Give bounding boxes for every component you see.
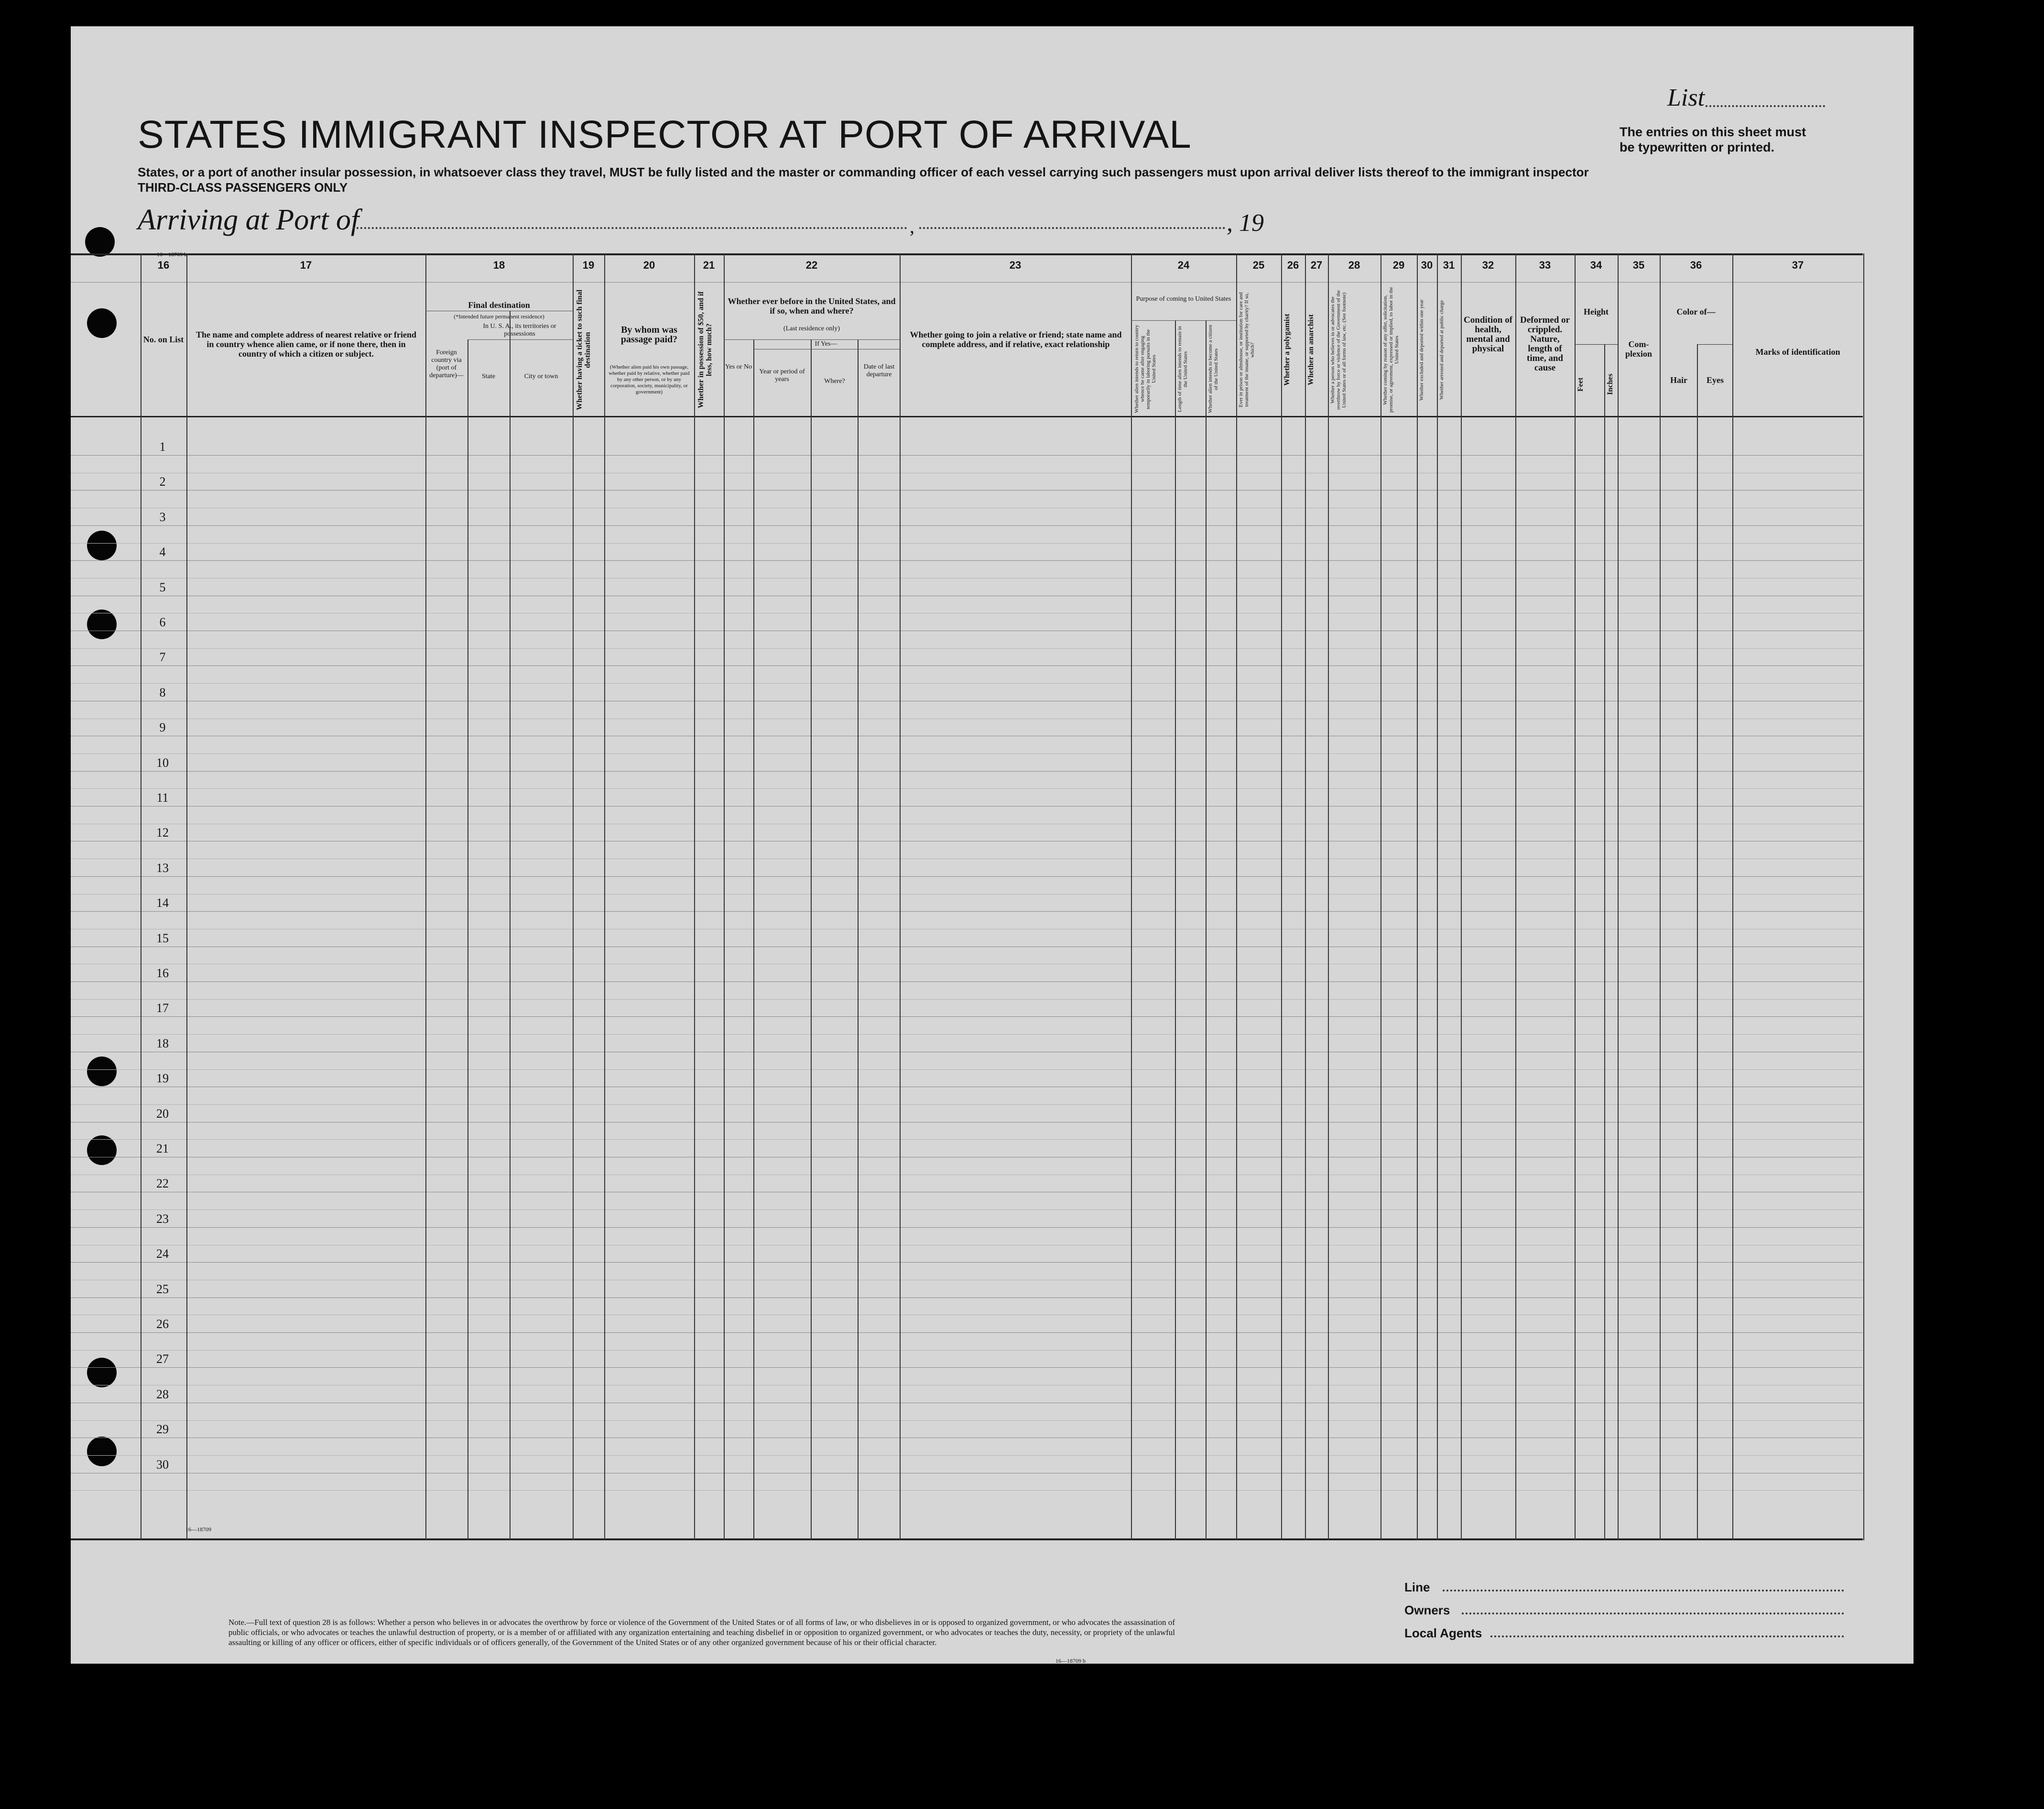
col-36-number: 36 xyxy=(1690,259,1702,271)
col-22-yes-no: Yes or No xyxy=(725,363,752,371)
row-number: 16 xyxy=(156,966,169,980)
form-subtitle: States, or a port of another insular possession, in whatsoever class they travel, MUST be fully listed and the master or commanding officer of each vessel carrying such passengers must upon arrival deliver lists thereof to the immigrant inspector xyxy=(138,165,1589,179)
col-35-header: Com-plexion xyxy=(1625,339,1652,359)
col-21-number: 21 xyxy=(703,259,715,271)
table-row[interactable] xyxy=(71,665,1863,666)
row-number: 22 xyxy=(156,1177,169,1191)
row-number: 23 xyxy=(156,1211,169,1226)
form-title: STATES IMMIGRANT INSPECTOR AT PORT OF ARRIVAL xyxy=(138,113,1192,156)
table-row[interactable] xyxy=(71,1297,1863,1298)
row-number: 12 xyxy=(156,826,169,840)
row-number: 13 xyxy=(156,861,169,875)
row-number: 28 xyxy=(156,1387,169,1401)
row-guideline xyxy=(71,1420,1863,1421)
col-24c-header: Whether alien intends to become a citizen of the United States xyxy=(1207,325,1219,414)
row-number: 21 xyxy=(156,1142,169,1155)
row-number: 24 xyxy=(156,1247,169,1261)
form-code-bottom: 16—18709 xyxy=(185,1526,211,1533)
col-30-header: Whether excluded and deported within one year xyxy=(1419,299,1424,401)
row-guideline xyxy=(71,648,1863,649)
arriving-port-field[interactable] xyxy=(353,227,907,229)
row-guideline xyxy=(71,543,1863,544)
col-23-header: Whether going to join a relative or friend; state name and complete address, and if relative, exact relationship xyxy=(910,330,1122,349)
col-31-header: Whether arrested and deported at public charge xyxy=(1439,300,1445,400)
col-27-header: Whether an anarchist xyxy=(1307,314,1315,386)
row-number: 26 xyxy=(156,1317,169,1331)
col-26-number: 26 xyxy=(1287,259,1299,271)
col-32-number: 32 xyxy=(1482,259,1494,271)
owners-field[interactable] xyxy=(1462,1613,1844,1614)
col-22-year: Year or period of years xyxy=(759,368,805,383)
col-22-header: Whether ever before in the United States, and if so, when and where? xyxy=(728,296,896,316)
owners-label: Owners xyxy=(1404,1603,1450,1617)
col-34-feet: Feet xyxy=(1576,377,1585,392)
col-33-number: 33 xyxy=(1539,259,1551,271)
line-field[interactable] xyxy=(1443,1590,1844,1591)
table-row[interactable] xyxy=(71,771,1863,772)
row-number: 2 xyxy=(159,475,166,489)
col-36-hair: Hair xyxy=(1670,375,1687,385)
list-label: List xyxy=(1667,84,1705,111)
table-row[interactable] xyxy=(71,911,1863,912)
table-row[interactable] xyxy=(71,455,1863,456)
col-30-number: 30 xyxy=(1421,259,1433,271)
year-prefix: , 19 xyxy=(1227,209,1264,237)
column-number-divider xyxy=(71,282,1863,283)
col-18-number: 18 xyxy=(493,259,505,271)
footnote-question-28: Note.—Full text of question 28 is as follows: Whether a person who believes in or advocates the overthrow by force or violence of the Government of the United States or of all forms of law, or who disbelieves in or is opposed to organized government, or who advocates the assassination of public officials, or who advocates or teaches the unlawful destruction of property, or is a member of or affiliated with any organization entertaining and teaching disbelief in or opposition to organized government, or who advocates or teaches the duty, necessity, or propriety of the unlawful assaulting or killing of any officer or officers, either of specific individuals or of officers generally, of the Government of the United States or of any other organized government because of his or their official character. xyxy=(228,1618,1175,1647)
col-32-header: Condition of health, mental and physical xyxy=(1464,315,1512,354)
col-18-header: Final destination xyxy=(468,300,530,310)
arrival-date-field[interactable] xyxy=(919,227,1225,229)
col-29-header: Whether coming by reason of any offer, solicitation, promise, or agreement, expressed or implied, to labor in the United States xyxy=(1382,287,1400,413)
row-number: 25 xyxy=(156,1282,169,1296)
col-22-subheader: (Last residence only) xyxy=(783,325,840,332)
col-18-foreign-header: Foreign country via (port of departure)— xyxy=(429,349,464,379)
col-35-number: 35 xyxy=(1632,259,1645,271)
col-34-header: Height xyxy=(1584,307,1609,316)
row-number: 17 xyxy=(156,1001,169,1015)
header-bottom-border xyxy=(71,416,1863,417)
row-number: 15 xyxy=(156,931,169,945)
table-bottom-border xyxy=(71,1538,1863,1540)
col-25-header: Ever in prison or almshouse, or institution for care and treatment of the insane, or supported by charity? If so, which? xyxy=(1238,292,1255,408)
row-number: 10 xyxy=(156,755,169,770)
table-top-border xyxy=(71,253,1863,255)
col-34-number: 34 xyxy=(1590,259,1602,271)
arriving-port-label: Arriving at Port of xyxy=(138,204,359,236)
row-guideline xyxy=(71,1350,1863,1351)
row-number: 6 xyxy=(159,615,166,629)
col-27-number: 27 xyxy=(1310,259,1323,271)
row-number: 18 xyxy=(156,1036,169,1050)
row-guideline xyxy=(71,999,1863,1000)
col-36-eyes: Eyes xyxy=(1707,375,1724,385)
row-number: 9 xyxy=(159,720,166,735)
col-22-where: Where? xyxy=(824,378,845,385)
table-row[interactable] xyxy=(71,1262,1863,1263)
row-number: 11 xyxy=(156,791,169,805)
col-29-number: 29 xyxy=(1392,259,1405,271)
row-number: 8 xyxy=(159,685,166,699)
row-guideline xyxy=(71,1104,1863,1105)
col-28-number: 28 xyxy=(1348,259,1360,271)
table-row[interactable] xyxy=(71,525,1863,526)
row-number: 7 xyxy=(159,650,166,665)
row-guideline xyxy=(71,1455,1863,1456)
row-number: 5 xyxy=(159,580,166,594)
table-row[interactable] xyxy=(71,1227,1863,1228)
row-number: 20 xyxy=(156,1106,169,1121)
col-24a-header: Whether alien intends to return to country whence he came after engaging temporarily in laboring pursuits in the United States xyxy=(1134,325,1157,414)
col-16-number: 16 xyxy=(157,259,170,271)
col-18-usa-header: In U. S. A., its territories or possessions xyxy=(483,323,556,338)
col-16-header: No. on List xyxy=(143,335,184,344)
col-22-if-yes: If Yes— xyxy=(815,340,837,348)
col-24-number: 24 xyxy=(1177,259,1190,271)
col-28-header: Whether a person who believes in or advocates the overthrow by force or violence of the Government of the United States or of all forms of law, etc. (See footnote) xyxy=(1330,290,1347,410)
col-19-header: Whether having a ticket to such final destination xyxy=(576,289,592,411)
col-20-header: By whom was passage paid? xyxy=(620,325,678,345)
local-agents-label: Local Agents xyxy=(1404,1626,1482,1640)
row-guideline xyxy=(71,1490,1863,1491)
typewritten-instruction: The entries on this sheet must be typewritten or printed. xyxy=(1620,125,1806,154)
row-guideline xyxy=(71,1034,1863,1035)
table-row[interactable] xyxy=(71,876,1863,877)
line-label: Line xyxy=(1404,1580,1430,1594)
col-37-number: 37 xyxy=(1792,259,1804,271)
table-row[interactable] xyxy=(71,1016,1863,1017)
col-17-number: 17 xyxy=(300,259,312,271)
table-row[interactable] xyxy=(71,1332,1863,1333)
col-19-number: 19 xyxy=(582,259,595,271)
row-number: 19 xyxy=(156,1071,169,1086)
footnote-form-code: 16—18709 b xyxy=(1055,1657,1086,1664)
row-number: 14 xyxy=(156,896,169,910)
row-guideline xyxy=(71,1069,1863,1070)
list-number-line[interactable] xyxy=(1706,105,1825,107)
comma: , xyxy=(910,216,914,237)
col-31-number: 31 xyxy=(1443,259,1455,271)
col-36-header: Color of— xyxy=(1676,307,1716,316)
col-20-subheader: (Whether alien paid his own passage, whether paid by relative, whether paid by any other person, or by any corporation, society, municipality, or government) xyxy=(609,364,690,395)
row-number: 27 xyxy=(156,1352,169,1366)
col-21-header: Whether in possession of $50, and if less, how much? xyxy=(697,291,713,409)
row-number: 29 xyxy=(156,1422,169,1437)
table-row[interactable] xyxy=(71,1367,1863,1368)
col-22-number: 22 xyxy=(805,259,818,271)
col-24b-header: Length of time alien intends to remain in the United States xyxy=(1177,326,1188,412)
row-number: 3 xyxy=(159,510,166,524)
row-number: 4 xyxy=(159,545,166,559)
row-number: 1 xyxy=(159,440,166,454)
col-23-number: 23 xyxy=(1009,259,1022,271)
table-row[interactable] xyxy=(71,560,1863,561)
col-18-city-header: City or town xyxy=(524,373,558,380)
col-37-header: Marks of identification xyxy=(1755,347,1840,357)
col-26-header: Whether a polygamist xyxy=(1283,314,1291,386)
col-33-header: Deformed or crippled. Nature, length of time, and cause xyxy=(1520,315,1570,373)
punch-hole xyxy=(85,227,115,257)
passenger-class-label: THIRD-CLASS PASSENGERS ONLY xyxy=(138,180,348,195)
col-22-date: Date of last departure xyxy=(863,363,895,378)
col-18-state-header: State xyxy=(482,373,495,380)
row-guideline xyxy=(71,788,1863,789)
col-17-header: The name and complete address of nearest relative or friend in country whence alien came, or if none there, then in country of which a citizen or subject. xyxy=(196,330,417,359)
table-row[interactable] xyxy=(71,981,1863,982)
col-25-number: 25 xyxy=(1252,259,1265,271)
row-number: 30 xyxy=(156,1457,169,1471)
row-guideline xyxy=(71,683,1863,684)
row-guideline xyxy=(71,753,1863,754)
row-guideline xyxy=(71,1139,1863,1140)
col-24-header: Purpose of coming to United States xyxy=(1136,295,1231,303)
col-34-inches: Inches xyxy=(1606,373,1614,395)
manifest-table xyxy=(71,253,1863,1540)
local-agents-field[interactable] xyxy=(1490,1635,1844,1637)
col-18-subheader: (*Intended future permanent residence) xyxy=(454,313,544,320)
col-20-number: 20 xyxy=(643,259,655,271)
